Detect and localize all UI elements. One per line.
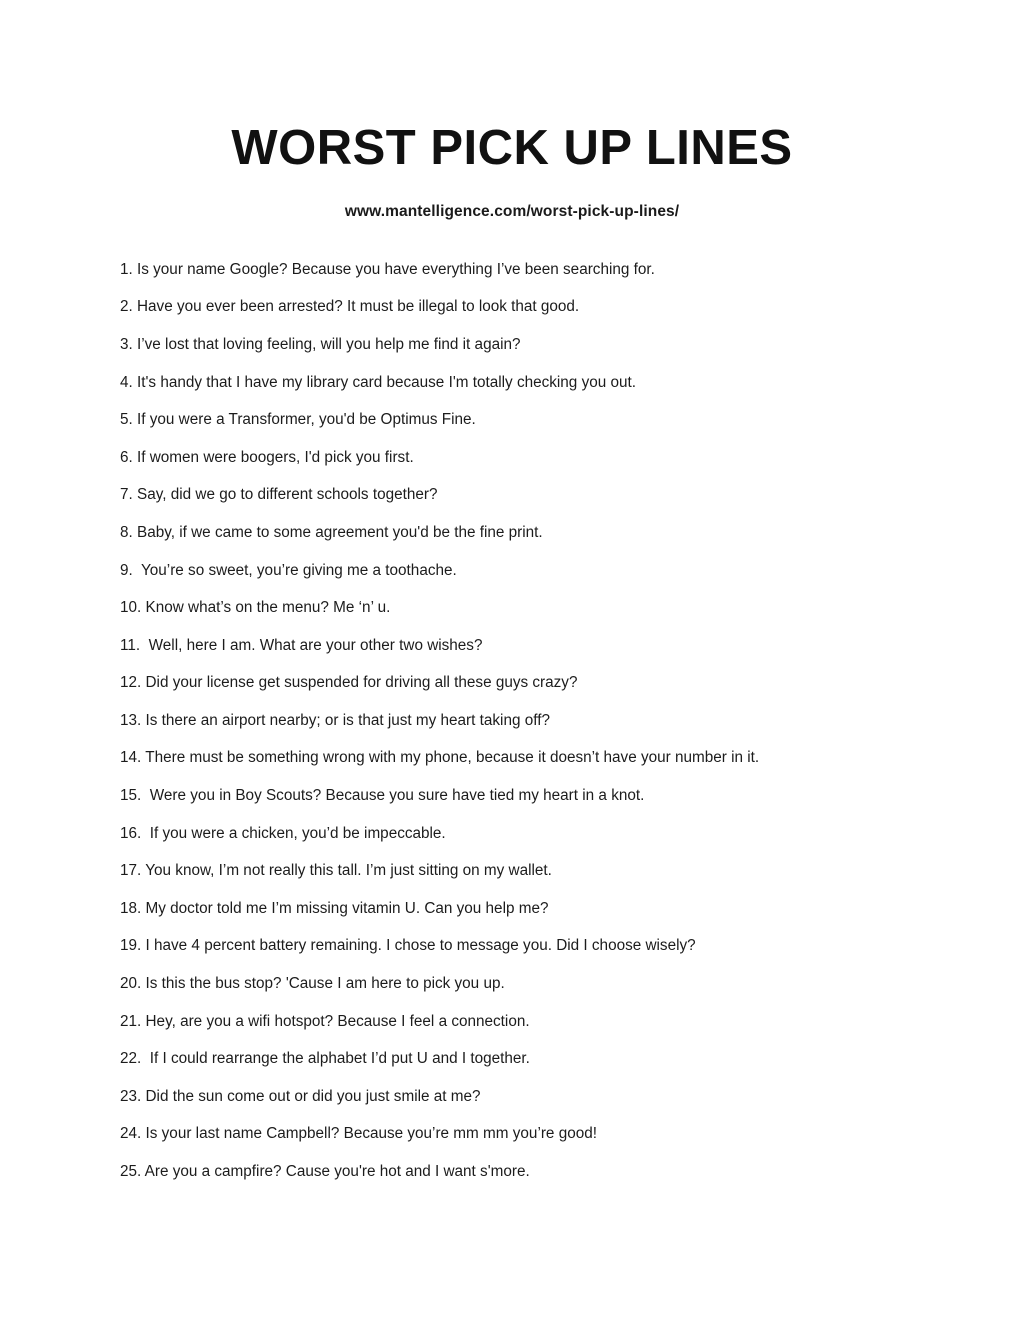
list-item: 3. I’ve lost that loving feeling, will you help me find it again?: [120, 335, 521, 353]
list-item: 23. Did the sun come out or did you just smile at me?: [120, 1087, 481, 1105]
list-item: 15. Were you in Boy Scouts? Because you sure have tied my heart in a knot.: [120, 787, 645, 805]
list-item: 4. It's handy that I have my library card because I'm totally checking you out.: [120, 373, 636, 391]
list-item: 7. Say, did we go to different schools together?: [120, 486, 438, 504]
list-item: 6. If women were boogers, I'd pick you first.: [120, 448, 414, 466]
list-item: 17. You know, I’m not really this tall. I’m just sitting on my wallet.: [120, 862, 552, 880]
list-item: 1. Is your name Google? Because you have everything I’ve been searching for.: [120, 260, 655, 278]
list-item: 5. If you were a Transformer, you'd be Optimus Fine.: [120, 411, 476, 429]
list-item: 20. Is this the bus stop? 'Cause I am here to pick you up.: [120, 975, 505, 993]
list-item: 11. Well, here I am. What are your other two wishes?: [120, 636, 483, 654]
pickup-lines-list: [0, 221, 1024, 1191]
list-item: 25. Are you a campfire? Cause you're hot and I want s'more.: [120, 1163, 530, 1180]
page-title: WORST PICK UP LINES: [231, 121, 793, 175]
list-item: 8. Baby, if we came to some agreement you'd be the fine print.: [120, 523, 543, 541]
list-item: 10. Know what’s on the menu? Me ‘n’ u.: [120, 599, 391, 617]
list-item: 16. If you were a chicken, you’d be impeccable.: [120, 824, 446, 842]
list-item: 14. There must be something wrong with my phone, because it doesn’t have your number in it.: [120, 749, 760, 767]
list-item: 12. Did your license get suspended for driving all these guys crazy?: [120, 674, 578, 692]
list-item: 24. Is your last name Campbell? Because you’re mm mm you’re good!: [120, 1125, 597, 1143]
list-item: 21. Hey, are you a wifi hotspot? Because I feel a connection.: [120, 1012, 530, 1030]
list-item: 2. Have you ever been arrested? It must be illegal to look that good.: [120, 298, 580, 316]
list-item: 18. My doctor told me I’m missing vitamin U. Can you help me?: [120, 899, 549, 917]
list-item: 9. You’re so sweet, you’re giving me a toothache.: [120, 561, 457, 579]
list-item: 22. If I could rearrange the alphabet I’d put U and I together.: [120, 1050, 530, 1068]
list-item: 19. I have 4 percent battery remaining. I chose to message you. Did I choose wisely?: [120, 937, 696, 955]
list-item: 13. Is there an airport nearby; or is that just my heart taking off?: [120, 711, 550, 729]
source-url: www.mantelligence.com/worst-pick-up-lines/: [344, 202, 680, 220]
